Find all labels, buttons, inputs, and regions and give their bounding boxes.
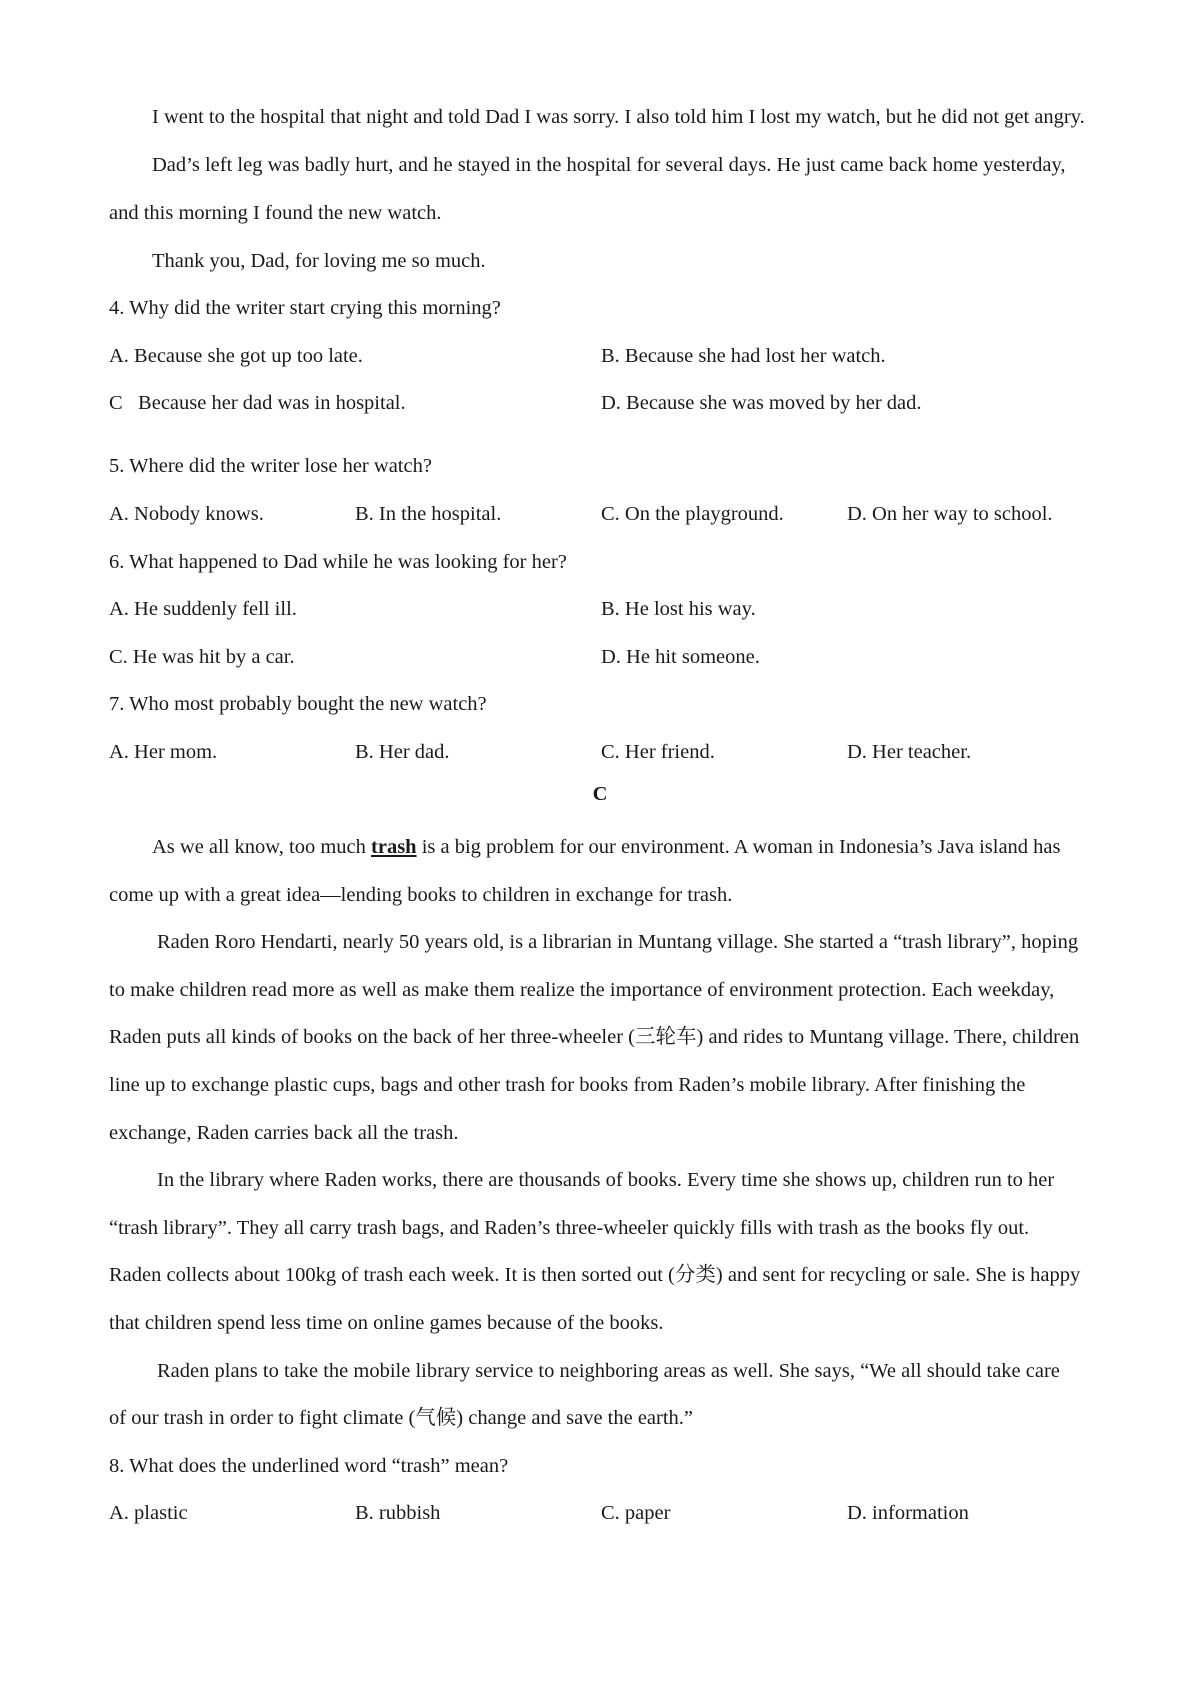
answer-option: D. information xyxy=(847,1502,969,1524)
paragraph-line: that children spend less time on online games because of the books. xyxy=(109,1312,664,1334)
paragraph-line xyxy=(152,833,1142,861)
paragraph-text: is a big problem for our environment. A woman in Indonesia’s Java island has xyxy=(416,836,1061,858)
paragraph-line: line up to exchange plastic cups, bags and other trash for books from Raden’s mobile library. After finishing the xyxy=(109,1074,1026,1096)
answer-option: A. He suddenly fell ill. xyxy=(109,598,297,620)
answer-option: A. Her mom. xyxy=(109,741,218,763)
answer-option: D. Because she was moved by her dad. xyxy=(601,392,922,414)
answer-option: C. He was hit by a car. xyxy=(109,646,295,668)
answer-option: C. paper xyxy=(601,1502,671,1524)
question-stem: 5. Where did the writer lose her watch? xyxy=(109,455,432,477)
answer-option: A. Nobody knows. xyxy=(109,503,264,525)
paragraph-line: Raden puts all kinds of books on the back of her three-wheeler (三轮车) and rides to Muntang village. There, children xyxy=(109,1026,1080,1048)
paragraph-line: Raden plans to take the mobile library service to neighboring areas as well. She says, “We all should take care xyxy=(157,1360,1060,1382)
paragraph-line: “trash library”. They all carry trash bags, and Raden’s three-wheeler quickly fills with trash as the books fly out. xyxy=(109,1217,1030,1239)
section-heading: C xyxy=(592,783,608,805)
paragraph-line: Thank you, Dad, for loving me so much. xyxy=(152,250,486,272)
answer-option: C. On the playground. xyxy=(601,503,784,525)
answer-option: B. In the hospital. xyxy=(355,503,502,525)
paragraph-line: of our trash in order to fight climate (气候) change and save the earth.” xyxy=(109,1407,694,1429)
paragraph-line: to make children read more as well as make them realize the importance of environment protection. Each weekday, xyxy=(109,979,1055,1001)
answer-option: D. On her way to school. xyxy=(847,503,1053,525)
answer-option: B. Her dad. xyxy=(355,741,450,763)
paragraph-line: Raden Roro Hendarti, nearly 50 years old, is a librarian in Muntang village. She started a “trash library”, hoping xyxy=(157,931,1079,953)
answer-option: A. Because she got up too late. xyxy=(109,345,363,367)
paragraph-line: and this morning I found the new watch. xyxy=(109,202,442,224)
question-stem: 8. What does the underlined word “trash” mean? xyxy=(109,1455,509,1477)
answer-option: C. Her friend. xyxy=(601,741,715,763)
question-stem: 6. What happened to Dad while he was looking for her? xyxy=(109,551,567,573)
paragraph-line: exchange, Raden carries back all the trash. xyxy=(109,1122,459,1144)
answer-option: B. rubbish xyxy=(355,1502,441,1524)
answer-option: B. He lost his way. xyxy=(601,598,756,620)
paragraph-text: As we all know, too much xyxy=(152,836,372,858)
underlined-keyword: trash xyxy=(371,836,417,858)
paragraph-line: Raden collects about 100kg of trash each week. It is then sorted out (分类) and sent for recycling or sale. She is happy xyxy=(109,1264,1081,1286)
answer-option: C Because her dad was in hospital. xyxy=(109,392,406,414)
paragraph-line: come up with a great idea—lending books to children in exchange for trash. xyxy=(109,884,733,906)
question-stem: 7. Who most probably bought the new watch? xyxy=(109,693,487,715)
paragraph-line: Dad’s left leg was badly hurt, and he stayed in the hospital for several days. He just came back home yesterday, xyxy=(152,154,1066,176)
answer-option: B. Because she had lost her watch. xyxy=(601,345,886,367)
answer-option: A. plastic xyxy=(109,1502,188,1524)
paragraph-line: I went to the hospital that night and told Dad I was sorry. I also told him I lost my watch, but he did not get angry. xyxy=(152,106,1085,128)
paragraph-line: In the library where Raden works, there are thousands of books. Every time she shows up, children run to her xyxy=(157,1169,1055,1191)
answer-option: D. He hit someone. xyxy=(601,646,760,668)
question-stem: 4. Why did the writer start crying this morning? xyxy=(109,297,501,319)
answer-option: D. Her teacher. xyxy=(847,741,972,763)
